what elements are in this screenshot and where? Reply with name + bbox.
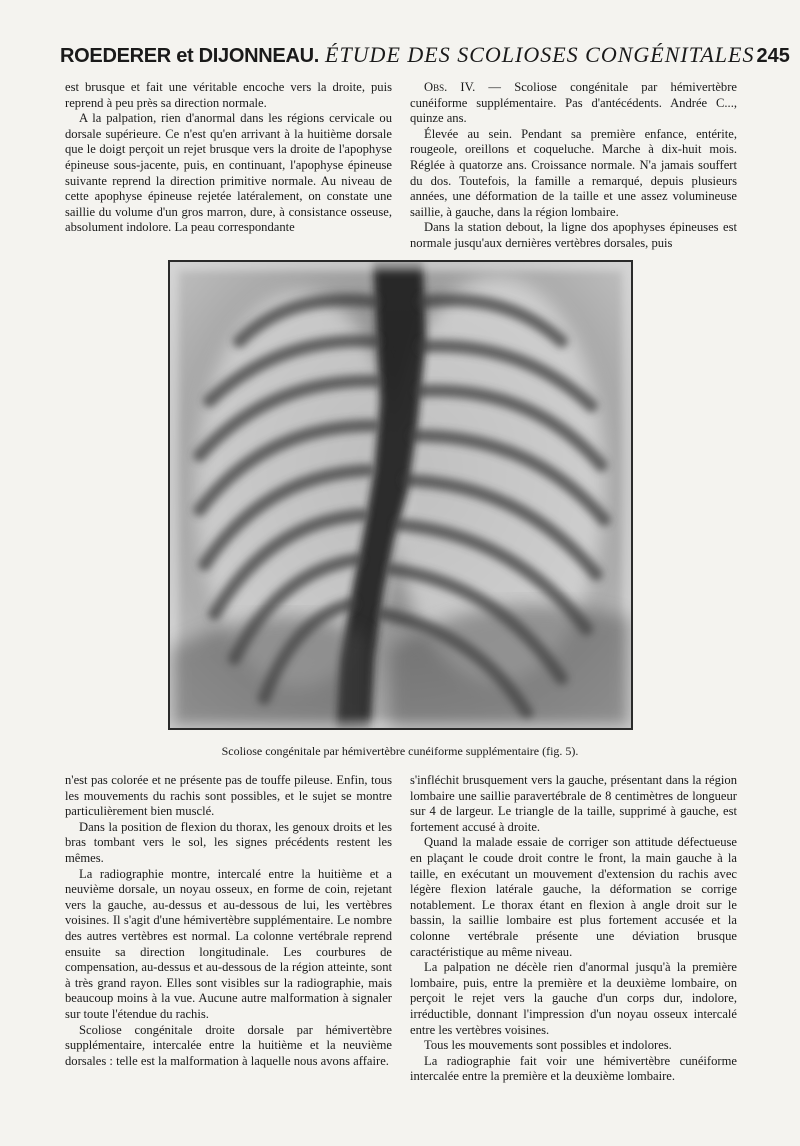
column-bottom-left (65, 773, 392, 1069)
header-title: ÉTUDE DES SCOLIOSES CONGÉNITALES (325, 42, 755, 67)
observation-text: — Scoliose congénitale par hémivertèbre cunéiforme supplémentaire. Pas d'antécédents. Andrée C..., quinze ans. (410, 80, 737, 126)
paragraph: Tous les mouvements sont possibles et indolores. (424, 1038, 672, 1053)
radiograph-image (170, 262, 631, 728)
paragraph: Dans la station debout, la ligne dos apophyses épineuses est normale jusqu'aux dernières vertèbres dorsales, puis (410, 220, 737, 250)
radiograph-figure (168, 260, 633, 730)
paragraph: La radiographie fait voir une hémivertèbre cunéiforme intercalée entre la première et la deuxième lombaire. (410, 1053, 737, 1084)
running-header (60, 42, 790, 76)
paragraph: La palpation ne décèle rien d'anormal jusqu'à la première lombaire, puis, entre la première et la deuxième lombaire, on perçoit le rejet vers la gauche d'un corps dur, indolore, irréductible, donnant l'impression d'un noyau osseux intercalé entre les vertèbres voisines. (410, 960, 737, 1037)
paragraph: La radiographie montre, intercalé entre la huitième et a neuvième dorsale, un noyau osseux, en forme de coin, rejetant vers la gauche, au-dessus et au-dessous de lui, les vertèbres voisines. Il s'agit d'une hémivertèbre supplémentaire. Le nombre des autres vertèbres est normal. La colonne vertébrale reprend ensuite sa direction longitudinale. Les courbures de compensation, au-dessus et au-dessous de la région atteinte, sont à très grand rayon. Elles sont visibles sur la radiographie, mais beaucoup moins à la vue. Aucune autre malformation à signaler sur toute l'étendue du rachis. (65, 866, 392, 1021)
observation-heading (410, 80, 737, 127)
column-top-left (65, 80, 392, 236)
paragraph: A la palpation, rien d'anormal dans les régions cervicale ou dorsale supérieure. Ce n'est qu'en arrivant à la huitième dorsale que le doigt perçoit un rejet brusque vers la droite de l'apophyse épineuse sous-jacente, puis, en continuant, l'apophyse épineuse suivante reprend la direction primitive normale. Au niveau de cette apophyse épineuse rejetée latéralement, on constate une saillie du volume d'un gros marron, dure, à consistance osseuse, absolument indolore. La peau correspondante (65, 111, 392, 235)
column-bottom-right (410, 773, 737, 1085)
column-top-right (410, 80, 737, 252)
figure-caption: Scoliose congénitale par hémivertèbre cunéiforme supplémentaire (fig. 5). (221, 744, 579, 758)
paragraph: Quand la malade essaie de corriger son attitude défectueuse en plaçant le coude droit contre le front, la main gauche à la taille, en exécutant un mouvement d'extension du rachis avec légère flexion latérale gauche, la déformation se corrige notablement. Le thorax étant en flexion à angle droit sur le bassin, la saillie lombaire est plus fortement accusée et la colonne vertébrale présente une déviation brusque caractéristique au même niveau. (410, 835, 737, 959)
paragraph: Dans la position de flexion du thorax, les genoux droits et les bras tombant vers le sol, les signes précédents restent les mêmes. (65, 819, 392, 865)
paragraph: s'infléchit brusquement vers la gauche, présentant dans la région lombaire une saillie paravertébrale de 8 centimètres de longueur sur 4 de largeur. Le triangle de la taille, supprimé à gauche, est fortement accusé à droite. (410, 773, 737, 834)
paragraph: est brusque et fait une véritable encoche vers la droite, puis reprend à peu près sa direction normale. (65, 80, 392, 110)
observation-label: Obs. IV. (424, 80, 476, 94)
page-number: 245 (756, 45, 790, 67)
paragraph: n'est pas colorée et ne présente pas de touffe pileuse. Enfin, tous les mouvements du rachis sont possibles, et le sujet se montre particulièrement bien musclé. (65, 773, 392, 819)
header-authors: ROEDERER et DIJONNEAU. (60, 45, 319, 67)
paragraph: Scoliose congénitale droite dorsale par hémivertèbre supplémentaire, intercalée entre la huitième et la neuvième dorsales : telle est la malformation à laquelle nous avons affaire. (65, 1022, 392, 1068)
paragraph: Élevée au sein. Pendant sa première enfance, entérite, rougeole, oreillons et coqueluche. Marche à dix-huit mois. Réglée à quatorze ans. Croissance normale. N'a jamais souffert du dos. Toutefois, la famille a remarqué, depuis plusieurs années, une déformation de la taille et une assez volumineuse saillie, à gauche, dans la région lombaire. (410, 126, 737, 219)
